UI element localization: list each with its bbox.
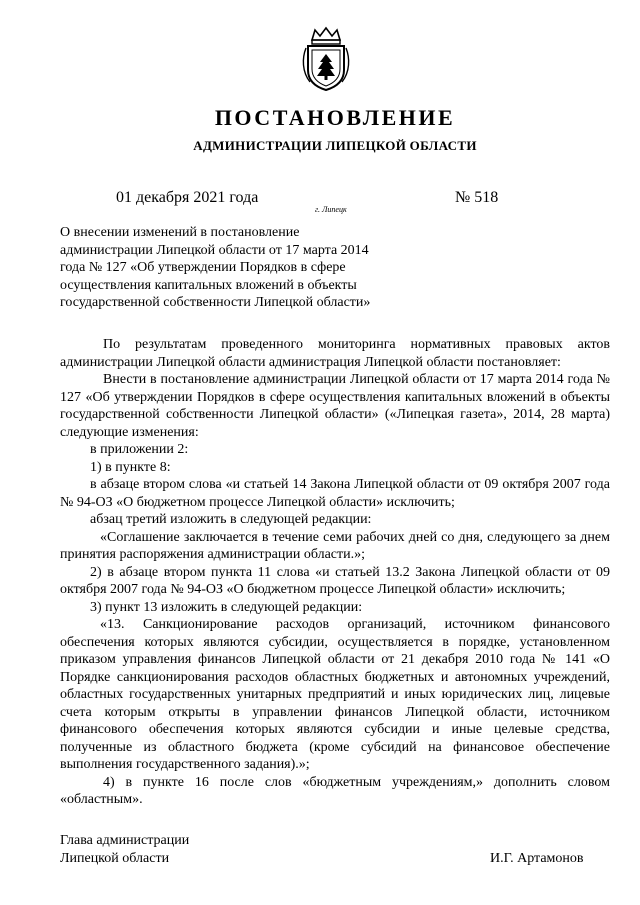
body-paragraph: 1) в пункте 8:: [90, 459, 171, 475]
signature-name: И.Г. Артамонов: [490, 851, 584, 866]
body-paragraph: Внести в постановление администрации Липецкой области от 17 марта 2014 года № 127 «Об утверждении Порядков в сфере осуществления капитальных вложений в объекты государственной собственности Липецкой области» («Липецкая газета», 2014, 28 марта) следующие изменения:: [60, 372, 610, 440]
body-paragraph: в приложении 2:: [90, 442, 189, 457]
signature-post-line: Глава администрации: [60, 833, 190, 848]
body-paragraph: 4) в пункте 16 после слов «бюджетным учреждениям,» дополнить словом «областным».: [60, 774, 610, 807]
document-body: [60, 336, 610, 809]
document-heading: О внесении изменений в постановление администрации Липецкой области от 17 марта 2014 года № 127 «Об утверждении Порядков в сфере осуществления капитальных вложений в объекты государственной собственности Липецкой области»: [60, 225, 371, 310]
document-city: г. Липецк: [315, 205, 347, 214]
signature-post-line: Липецкой области: [60, 850, 170, 866]
document-subtitle: АДМИНИСТРАЦИИ ЛИПЕЦКОЙ ОБЛАСТИ: [193, 138, 477, 153]
body-paragraph: По результатам проведенного мониторинга нормативных правовых актов администрации Липецкой области администрация Липецкой области постановляет:: [60, 337, 610, 370]
body-paragraph: «13. Санкционирование расходов организаций, источником финансового обеспечения которых являются субсидии, осуществляется в порядке, установленном приказом управления финансов Липецкой области от 21 декабря 2010 года № 141 «О Порядке санкционирования расходов областных бюджетных и автономных учреждений, областных государственных унитарных предприятий и иных юридических лиц, лицевые счета которым открыты в управлении финансов Липецкой области, источником финансового обеспечения которых являются субсидии и иные целевые средства, полученные из областного бюджета (кроме субсидий на финансовое обеспечение выполнения государственного задания).»;: [60, 617, 610, 772]
body-paragraph: в абзаце втором слова «и статьей 14 Закона Липецкой области от 09 октября 2007 года № 94-ОЗ «О бюджетном процессе Липецкой области» исключить;: [60, 477, 610, 510]
body-paragraph: 3) пункт 13 изложить в следующей редакции:: [90, 599, 363, 615]
body-paragraph: 2) в абзаце втором пункта 11 слова «и статьей 13.2 Закона Липецкой области от 09 октября 2007 года № 94-ОЗ «О бюджетном процессе Липецкой области» исключить;: [60, 564, 610, 597]
body-paragraph: «Соглашение заключается в течение семи рабочих дней со дня, следующего за днем принятия распоряжения администрации области.»;: [60, 529, 610, 562]
lipetsk-coat-of-arms-icon: [302, 26, 350, 92]
document-date: 01 декабря 2021 года: [116, 189, 259, 206]
body-paragraph: абзац третий изложить в следующей редакции:: [90, 512, 372, 527]
document-number: № 518: [455, 189, 499, 206]
signature-post: [60, 832, 189, 867]
document-title: ПОСТАНОВЛЕНИЕ: [214, 105, 456, 130]
